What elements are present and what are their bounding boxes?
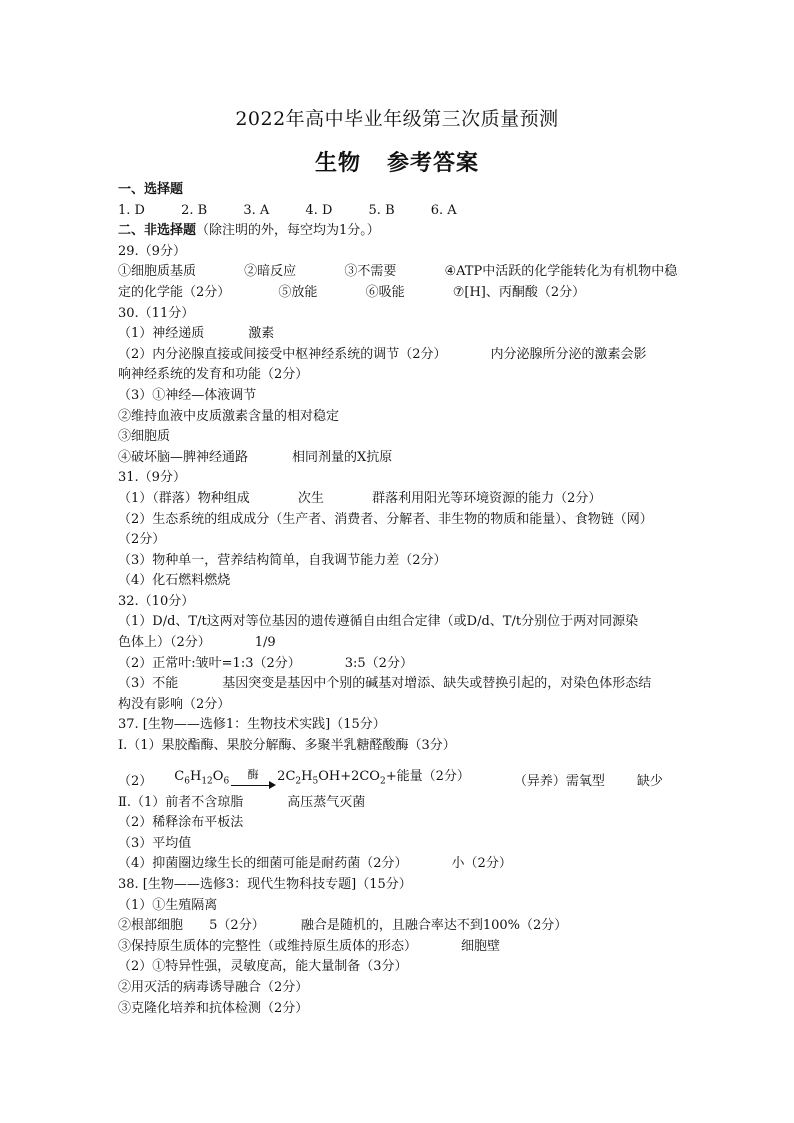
q32-line1: （1）D/d、T/t这两对等位基因的遗传遵循自由组合定律（或D/d、T/t分别位于两对同源染	[118, 614, 639, 630]
q32-line4: （3）不能 基因突变是基因中个别的碱基对增添、缺失或替换引起的，对染色体形态结	[118, 676, 652, 692]
q32-head: 32.（10分）	[118, 593, 195, 609]
q37-line4: （2）稀释涂布平板法	[118, 815, 244, 831]
q38-line5: ②用灭活的病毒诱导融合（2分）	[118, 979, 309, 995]
q37-head: 37. [生物——选修1：生物技术实践]（15分）	[118, 717, 386, 733]
choice-answer: 1. D	[118, 202, 145, 218]
exam-title: 2022年高中毕业年级第三次质量预测	[235, 108, 559, 130]
reaction-arrow-icon	[231, 767, 275, 793]
q30-line1: （1）神经递质 激素	[118, 326, 275, 342]
q38-line6: ③克隆化培养和抗体检测（2分）	[118, 1000, 309, 1016]
q29-line1: ①细胞质基质 ②暗反应 ③不需要 ④ATP中活跃的化学能转化为有机物中稳	[118, 264, 678, 280]
choice-answer: 3. A	[243, 202, 270, 218]
section-note: （除注明的外，每空均为1分。）	[196, 223, 380, 239]
q30-line6: ③细胞质	[118, 429, 171, 445]
enzyme-label: 酶	[247, 767, 259, 781]
answer-content	[118, 180, 688, 1019]
q29-head: 29.（9分）	[118, 243, 186, 259]
q30-head: 30.（11分）	[118, 305, 195, 321]
q29-line2: 定的化学能（2分） ⑤放能 ⑥吸能 ⑦[H]、丙酮酸（2分）	[118, 284, 586, 300]
q31-line3: （2分）	[118, 532, 166, 548]
q38-line2: ②根部细胞 5（2分） 融合是随机的，且融合率达不到100%（2分）	[118, 918, 568, 934]
q37-line1: Ⅰ.（1）果胶酯酶、果胶分解酶、多聚半乳糖醛酸酶（3分）	[118, 738, 456, 754]
exam-subtitle	[0, 146, 794, 177]
q32-line5: 构没有影响（2分）	[118, 696, 231, 712]
choice-answer: 5. B	[368, 202, 395, 218]
subject-label: 生物	[314, 150, 361, 176]
formula-reactant: $C_6H_{12}O_6$	[174, 769, 230, 788]
choice-answer: 2. B	[181, 202, 208, 218]
q38-line3: ③保持原生质体的完整性（或维持原生质体的形态） 细胞壁	[118, 938, 501, 954]
answer-key-label: 参考答案	[387, 150, 480, 176]
q37-formula-line: （2） $C_6H_{12}O_6$ 酶 $2C_2H_5OH+2CO_2+$能量（2分） （异养）需氧型 缺少	[118, 757, 688, 793]
q30-line5: ②维持血液中皮质激素含量的相对稳定	[118, 408, 340, 424]
q32-line2: 色体上）（2分） 1/9	[118, 635, 276, 651]
q30-line4: （3）①神经—体液调节	[118, 387, 257, 403]
q30-line2: （2）内分泌腺直接或间接受中枢神经系统的调节（2分） 内分泌腺所分泌的激素会影	[118, 346, 647, 362]
q31-line2: （2）生态系统的组成成分（生产者、消费者、分解者、非生物的物质和能量）、食物链（网）	[118, 511, 653, 527]
q30-line3: 响神经系统的发育和功能（2分）	[118, 367, 309, 383]
q38-line1: （1）①生殖隔离	[118, 897, 218, 913]
choice-answers	[118, 201, 688, 222]
q31-line5: （4）化石燃料燃烧	[118, 573, 231, 589]
q31-head: 31.（9分）	[118, 470, 186, 486]
choice-answer: 4. D	[305, 202, 333, 218]
section-heading-choice: 一、选择题	[118, 182, 184, 197]
q37-line6: （4）抑菌圈边缘生长的细菌可能是耐药菌（2分） 小（2分）	[118, 856, 512, 872]
q31-line4: （3）物种单一，营养结构简单，自我调节能力差（2分）	[118, 552, 447, 568]
q32-line3: （2）正常叶:皱叶=1:3（2分） 3:5（2分）	[118, 655, 413, 671]
q30-line7: ④破坏脑—脾神经通路 相同剂量的X抗原	[118, 449, 393, 465]
q38-head: 38. [生物——选修3：现代生物科技专题]（15分）	[118, 877, 412, 892]
section-heading-nonchoice: 二、非选择题（除注明的外，每空均为1分。）	[118, 223, 380, 239]
q31-line1: （1）（群落）物种组成 次生 群落利用阳光等环境资源的能力（2分）	[118, 490, 602, 506]
choice-answer: 6. A	[430, 202, 457, 218]
q37-line5: （3）平均值	[118, 835, 192, 851]
formula-product: $2C_2H_5OH+2CO_2+$能量（2分）	[277, 769, 470, 788]
q38-line4: （2）①特异性强，灵敏度高，能大量制备（3分）	[118, 959, 408, 975]
q37-line3: Ⅱ.（1）前者不含琼脂 高压蒸气灭菌	[118, 794, 366, 810]
